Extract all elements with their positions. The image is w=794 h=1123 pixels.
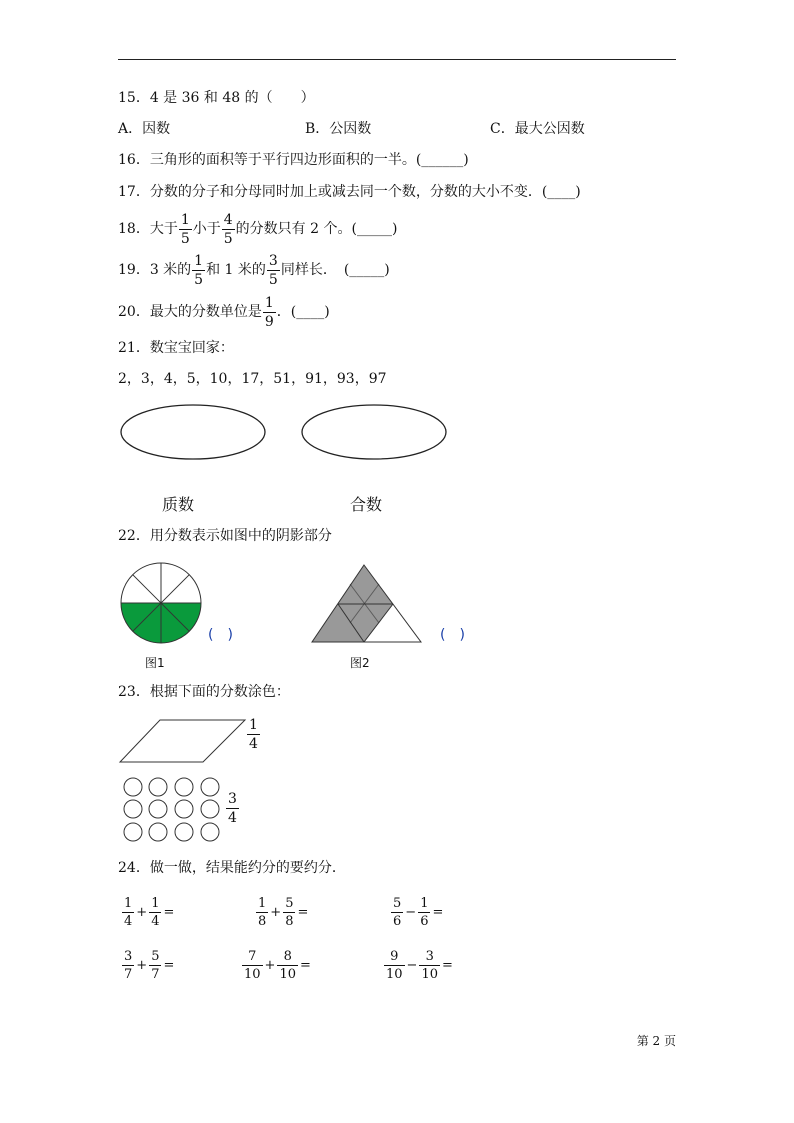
figure-2-caption: 图2 [350, 656, 370, 670]
q20-suffix: ．(____) [276, 304, 330, 320]
question-15: 15．4 是 36 和 48 的（ ） [118, 90, 315, 106]
question-21-title: 21．数宝宝回家： [118, 340, 234, 356]
figure-2-triangle [310, 562, 425, 644]
prime-oval [121, 405, 265, 459]
q20-prefix: 20．最大的分数单位是 [118, 304, 262, 320]
q15-option-c: C．最大公因数 [490, 121, 585, 137]
circle-grid [122, 776, 227, 844]
q18-suffix: 的分数只有 2 个。(_____) [235, 221, 398, 237]
figure-2-answer: ( ) [440, 627, 465, 643]
q23-fraction-1: $\frac{1}{4}$ [249, 717, 258, 752]
q20-fraction: $\frac{1}{9}$ [264, 294, 274, 330]
question-19 [118, 253, 390, 287]
question-22-title: 22．用分数表示如图中的阴影部分 [118, 528, 332, 544]
q19-fraction-2: $\frac{3}{5}$ [268, 252, 278, 288]
question-17: 17．分数的分子和分母同时加上或减去同一个数，分数的大小不变．(____) [118, 184, 581, 200]
q15-option-b: B．公因数 [305, 121, 372, 137]
question-24-title: 24．做一做，结果能约分的要约分． [118, 860, 346, 876]
figure-1-circle [118, 560, 204, 646]
figure-1-answer: ( ) [208, 627, 233, 643]
q21-ovals [115, 400, 455, 470]
q24-expr-5: $\frac{7}{10}$ + $\frac{8}{10}$ = [244, 949, 311, 982]
question-16: 16．三角形的面积等于平行四边形面积的一半。(______) [118, 152, 469, 168]
label-prime: 质数 [162, 495, 195, 514]
q24-expr-2: $\frac{1}{8}$ + $\frac{5}{8}$ = [258, 896, 309, 929]
q24-expr-1: $\frac{1}{4}$ + $\frac{1}{4}$ = [124, 896, 175, 929]
q24-expr-4: $\frac{3}{7}$ + $\frac{5}{7}$ = [124, 949, 175, 982]
q19-suffix: 同样长． (_____) [280, 262, 390, 278]
q18-prefix: 18．大于 [118, 221, 178, 237]
page-number: 第 2 页 [636, 1034, 676, 1048]
q18-fraction-1: $\frac{1}{5}$ [180, 211, 190, 247]
q18-fraction-2: $\frac{4}{5}$ [223, 211, 233, 247]
q23-fraction-2: $\frac{3}{4}$ [228, 791, 237, 826]
composite-oval [302, 405, 446, 459]
label-composite: 合数 [350, 495, 383, 514]
q19-mid: 和 1 米的 [206, 262, 266, 278]
q24-expr-6: $\frac{9}{10}$ − $\frac{3}{10}$ = [386, 949, 453, 982]
q21-number-list: 2，3，4，5，10，17，51，91，93，97 [118, 371, 387, 387]
q24-expr-3: $\frac{5}{6}$ − $\frac{1}{6}$ = [393, 896, 444, 929]
q19-fraction-1: $\frac{1}{5}$ [194, 252, 204, 288]
header-rule [118, 59, 676, 60]
question-20 [118, 295, 330, 329]
question-18 [118, 212, 397, 246]
question-23-title: 23．根据下面的分数涂色： [118, 684, 290, 700]
parallelogram [118, 716, 248, 766]
q15-option-a: A．因数 [118, 121, 171, 137]
q18-mid: 小于 [192, 221, 221, 237]
q19-prefix: 19．3 米的 [118, 262, 192, 278]
figure-1-caption: 图1 [145, 656, 165, 670]
